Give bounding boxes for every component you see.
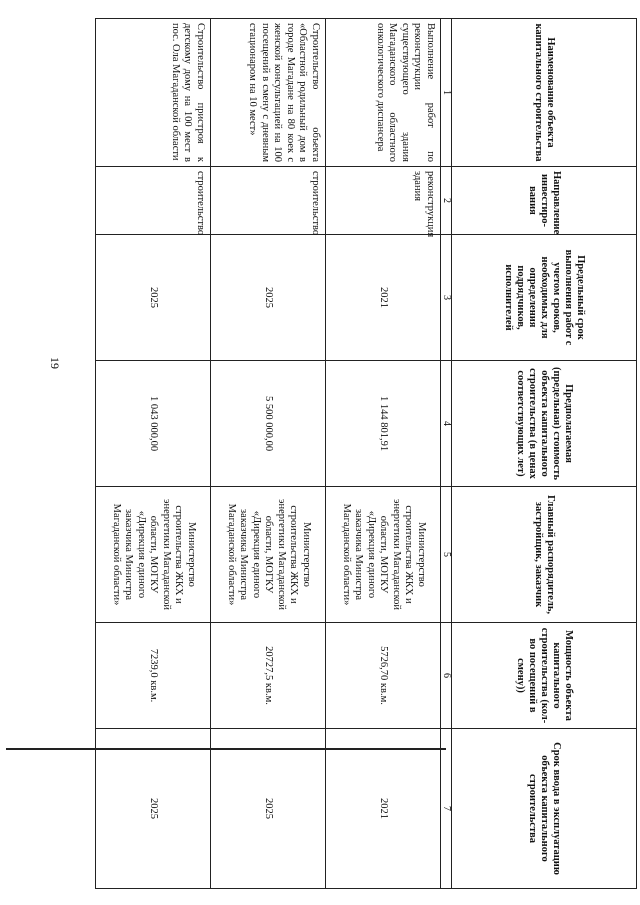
column-number-row: [441, 19, 452, 889]
cell-object-name: Строительство пристроя к детскому дому на 100 мест в пос. Ола Магаданской области: [96, 19, 211, 167]
column-number: 5: [441, 487, 452, 623]
column-number: 6: [441, 623, 452, 729]
cell-capacity: 20727,5 кв.м.: [211, 623, 326, 729]
cell-commissioning: 2025: [96, 729, 211, 889]
header-deadline: Предельный срок выполнения работ с учетом сроков, необходимых для определения подрядчиков, исполнителей: [452, 235, 637, 361]
capital-construction-table: [95, 18, 637, 889]
cell-deadline: 2025: [211, 235, 326, 361]
header-cost: Предполагаемая (предельная) стоимость объекта капитального строительства (в ценах соответствующих лет): [452, 361, 637, 487]
cell-direction: строительство: [96, 167, 211, 235]
cell-commissioning: 2021: [326, 729, 441, 889]
cell-capacity: 7239,0 кв.м.: [96, 623, 211, 729]
cell-cost: 1 144 801,91: [326, 361, 441, 487]
header-row: [452, 19, 637, 889]
cell-direction: реконструкция здания: [326, 167, 441, 235]
cell-customer: Министерство строительства ЖКХ и энергетики Магаданской области, МОГКУ «Дирекция единого заказчика Министра Магаданской области»: [211, 487, 326, 623]
cell-object-name: Строительство объекта «Областной родильный дом в городе Магадане на 80 коек с женской консультацией на 100 посещений в смену с дневным стационаром на 10 мест»: [211, 19, 326, 167]
cell-direction: строительство: [211, 167, 326, 235]
cell-customer: Министерство строительства ЖКХ и энергетики Магаданской области, МОГКУ «Дирекция единого заказчика Министра Магаданской области»: [96, 487, 211, 623]
header-customer: Главный распорядитель, застройщик, заказчик: [452, 487, 637, 623]
cell-commissioning: 2025: [211, 729, 326, 889]
header-commissioning: Срок ввода в эксплуатацию объекта капитального строительства: [452, 729, 637, 889]
header-object-name: Наименование объекта капитального строительства: [452, 19, 637, 167]
cell-cost: 5 500 000,00: [211, 361, 326, 487]
column-number: 7: [441, 729, 452, 889]
column-number: 3: [441, 235, 452, 361]
page-number: 19: [48, 357, 62, 369]
table-row: [211, 19, 326, 889]
table-row: [96, 19, 211, 889]
cell-cost: 1 043 000,00: [96, 361, 211, 487]
horizontal-divider: [6, 748, 446, 750]
table-row: [326, 19, 441, 889]
rotated-table-container: [110, 18, 637, 888]
cell-deadline: 2025: [96, 235, 211, 361]
cell-customer: Министерство строительства ЖКХ и энергетики Магаданской области, МОГКУ «Дирекция единого заказчика Министра Магаданской области»: [326, 487, 441, 623]
column-number: 2: [441, 167, 452, 235]
column-number: 4: [441, 361, 452, 487]
cell-object-name: Выполнение работ по реконструкции существующего здания Магаданского областного онкологического диспансера: [326, 19, 441, 167]
cell-deadline: 2021: [326, 235, 441, 361]
header-investment-direction: Направление инвестиро-вания: [452, 167, 637, 235]
cell-capacity: 5726,70 кв.м.: [326, 623, 441, 729]
column-number: 1: [441, 19, 452, 167]
header-capacity: Мощность объекта капитального строительства (кол-во посещений в смену)): [452, 623, 637, 729]
